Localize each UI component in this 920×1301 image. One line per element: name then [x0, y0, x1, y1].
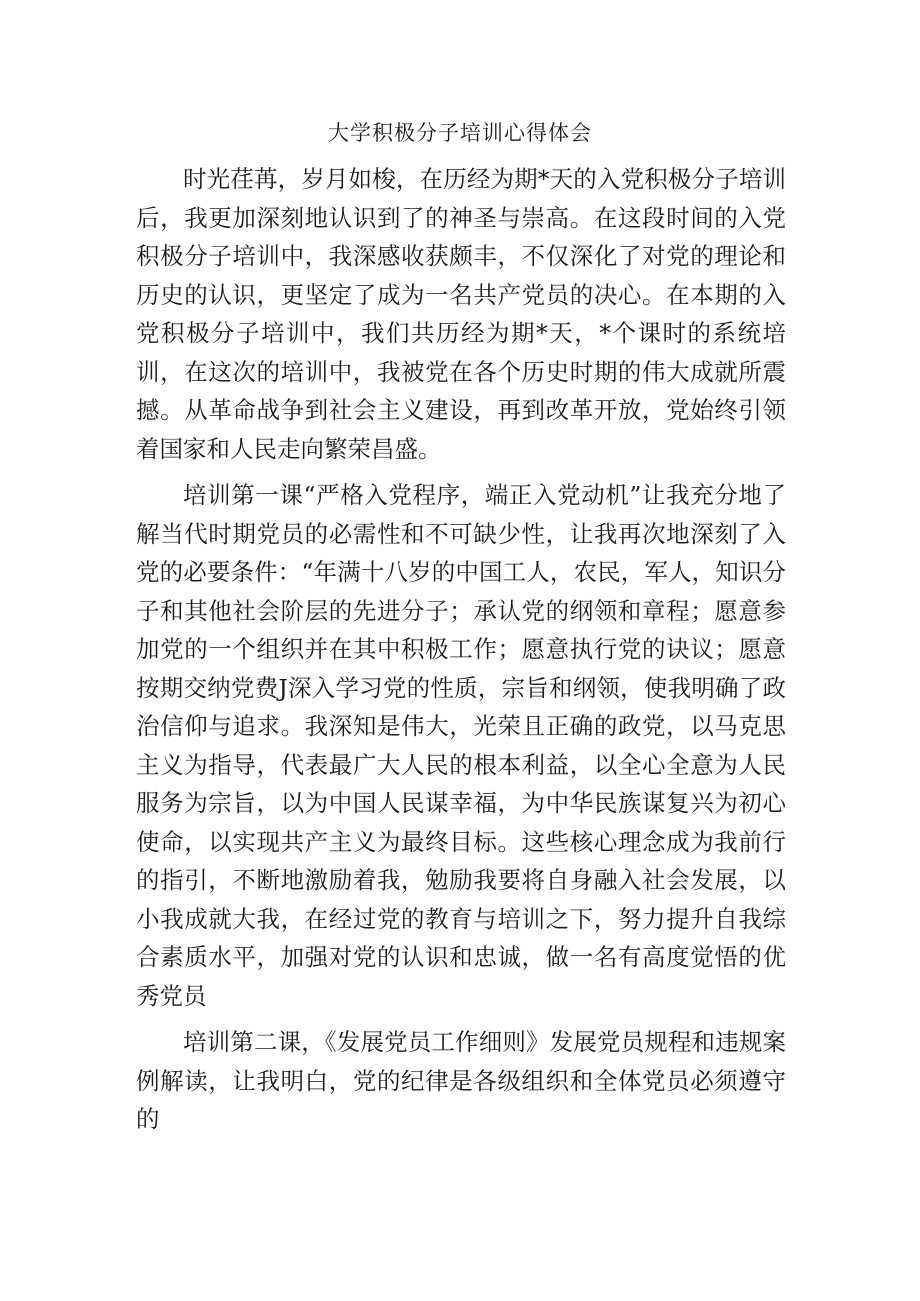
document-body: [136, 160, 786, 1139]
paragraph-lesson-two: 培训第二课，《发展党员工作细则》发展党员规程和违规案例解读，让我明白，党的纪律是各级组织和全体党员必须遵守的: [136, 1028, 786, 1133]
paragraph-intro: 时光荏苒，岁月如梭，在历经为期*天的入党积极分子培训后，我更加深刻地认识到了的神圣与崇高。在这段时间的入党积极分子培训中，我深感收获颇丰，不仅深化了对党的理论和历史的认识，更坚定了成为一名共产党员的决心。在本期的入党积极分子培训中，我们共历经为期*天，*个课时的系统培训，在这次的培训中，我被党在各个历史时期的伟大成就所震撼。从革命战争到社会主义建设，再到改革开放，党始终引领着国家和人民走向繁荣昌盛。: [136, 165, 786, 463]
paragraph-lesson-one: 培训第一课“严格入党程序，端正入党动机”让我充分地了解当代时期党员的必需性和不可缺少性，让我再次地深刻了入党的必要条件：“年满十八岁的中国工人，农民，军人，知识分子和其他社会阶层的先进分子；承认党的纲领和章程；愿意参加党的一个组织并在其中积极工作；愿意执行党的诀议；愿意按期交纳党费J深入学习党的性质，宗旨和纲领，使我明确了政治信仰与追求。我深知是伟大，光荣且正确的政党，以马克思主义为指导，代表最广大人民的根本利益，以全心全意为人民服务为宗旨，以为中国人民谋幸福，为中华民族谋复兴为初心使命，以实现共产主义为最终目标。这些核心理念成为我前行的指引，不断地激励着我，勉励我要将自身融入社会发展，以小我成就大我，在经过党的教育与培训之下，努力提升自我综合素质水平，加强对党的认识和忠诚，做一名有高度觉悟的优秀党员: [136, 481, 786, 1010]
document-title: 大学积极分子培训心得体会: [328, 121, 592, 145]
